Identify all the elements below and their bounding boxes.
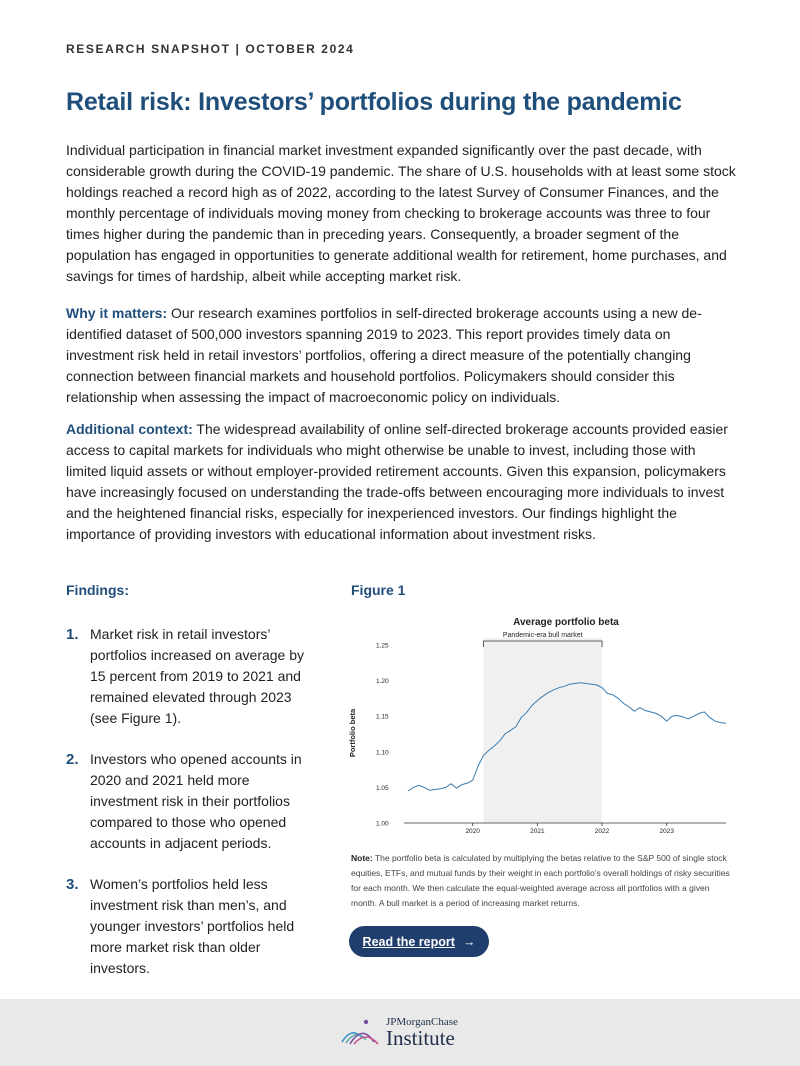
finding-item bbox=[66, 874, 306, 979]
finding-number: 2. bbox=[66, 751, 79, 768]
arrow-right-icon: → bbox=[462, 934, 476, 949]
x-tick-label: 2023 bbox=[659, 828, 674, 835]
finding-number: 3. bbox=[66, 876, 79, 893]
jpmorganchase-institute-logo bbox=[340, 1016, 458, 1048]
y-tick-label: 1.20 bbox=[376, 678, 389, 686]
y-axis-label: Portfolio beta bbox=[348, 708, 357, 758]
why-it-matters-paragraph bbox=[66, 303, 736, 408]
portfolio-beta-chart bbox=[340, 608, 736, 840]
read-report-label: Read the report bbox=[362, 934, 455, 949]
y-tick-label: 1.00 bbox=[376, 820, 389, 828]
intro-paragraph: Individual participation in financial market investment expanded significantly over the past decade, with considerable growth during the COVID-19 pandemic. The share of U.S. households with at least some stock holdings reached a record high as of 2022, according to the latest Survey of Consumer Finances, and the monthly percentage of individuals moving money from checking to brokerage accounts was three to four times higher during the pandemic than in preceding years. Consequently, a broader segment of the population has engaged in opportunities to generate additional wealth for retirement, home purchases, and savings for times of hardship, albeit while accepting market risk. bbox=[66, 142, 736, 284]
logo-line-2: Institute bbox=[386, 1026, 455, 1050]
finding-item bbox=[66, 749, 306, 854]
page-title: Retail risk: Investors’ portfolios during the pandemic bbox=[66, 88, 682, 116]
x-tick-label: 2021 bbox=[530, 828, 545, 835]
logo-line-1: JPMorganChase bbox=[386, 1016, 458, 1028]
figure-note bbox=[351, 851, 736, 911]
finding-item bbox=[66, 624, 306, 729]
y-tick-label: 1.05 bbox=[376, 784, 389, 792]
institute-logo-mark-icon bbox=[340, 1018, 380, 1046]
figure-note-lead: Note: bbox=[351, 853, 373, 863]
y-tick-label: 1.25 bbox=[376, 642, 389, 650]
bull-market-label: Pandemic-era bull market bbox=[502, 632, 583, 639]
finding-text: Market risk in retail investors’ portfolios increased on average by 15 percent from 2019 to 2021 and remained elevated through 2023 (see Figure 1). bbox=[90, 626, 305, 726]
findings-list bbox=[66, 624, 306, 999]
x-axis-ticks bbox=[465, 823, 674, 835]
additional-context-lead: Additional context: bbox=[66, 421, 193, 437]
figure-heading: Figure 1 bbox=[351, 582, 406, 598]
x-tick-label: 2020 bbox=[465, 828, 480, 835]
x-tick-label: 2022 bbox=[594, 828, 610, 835]
findings-heading: Findings: bbox=[66, 582, 129, 598]
read-report-button[interactable] bbox=[349, 926, 489, 957]
y-axis-ticks bbox=[376, 643, 389, 828]
finding-text: Investors who opened accounts in 2020 and 2021 held more investment risk in their portfolios compared to those who opened accounts in adjacent periods. bbox=[90, 751, 302, 851]
why-it-matters-text: Our research examines portfolios in self-directed brokerage accounts using a new de-identified dataset of 500,000 investors spanning 2019 to 2023. This report provides timely data on investment risk held in retail investors’ portfolios, offering a direct measure of the potentially changing connection between financial markets and household portfolios. Policymakers should consider this relationship when assessing the impact of macroeconomic policy on individuals. bbox=[66, 305, 702, 405]
finding-number: 1. bbox=[66, 626, 79, 643]
y-tick-label: 1.15 bbox=[376, 713, 389, 721]
figure-note-text: The portfolio beta is calculated by multiplying the betas relative to the S&P 500 of single stock equities, ETFs, and mutual funds by their weight in each portfolio’s overall holdings of risky securities for each month. We then calculate the equal-weighted average across all portfolios with a given month. A bull market is a period of increasing market returns. bbox=[351, 853, 730, 908]
finding-text: Women’s portfolios held less investment risk than men’s, and younger investors’ portfolios held more market risk than older investors. bbox=[90, 876, 295, 976]
y-tick-label: 1.10 bbox=[376, 749, 389, 757]
why-it-matters-lead: Why it matters: bbox=[66, 305, 168, 321]
report-kicker: RESEARCH SNAPSHOT | OCTOBER 2024 bbox=[66, 42, 355, 56]
chart-title: Average portfolio beta bbox=[513, 617, 619, 628]
bull-market-shaded-region bbox=[483, 638, 602, 823]
additional-context-paragraph bbox=[66, 419, 736, 545]
additional-context-text: The widespread availability of online self-directed brokerage accounts provided easier access to capital markets for individuals who might otherwise be unable to invest, including those with limited liquid assets or without employer-provided retirement accounts. Given this expansion, policymakers have increasingly focused on understanding the trade-offs between encouraging more individuals to invest and the heightened financial risks, especially for inexperienced investors. Our findings highlight the importance of providing investors with educational information about investment risks. bbox=[66, 421, 728, 542]
